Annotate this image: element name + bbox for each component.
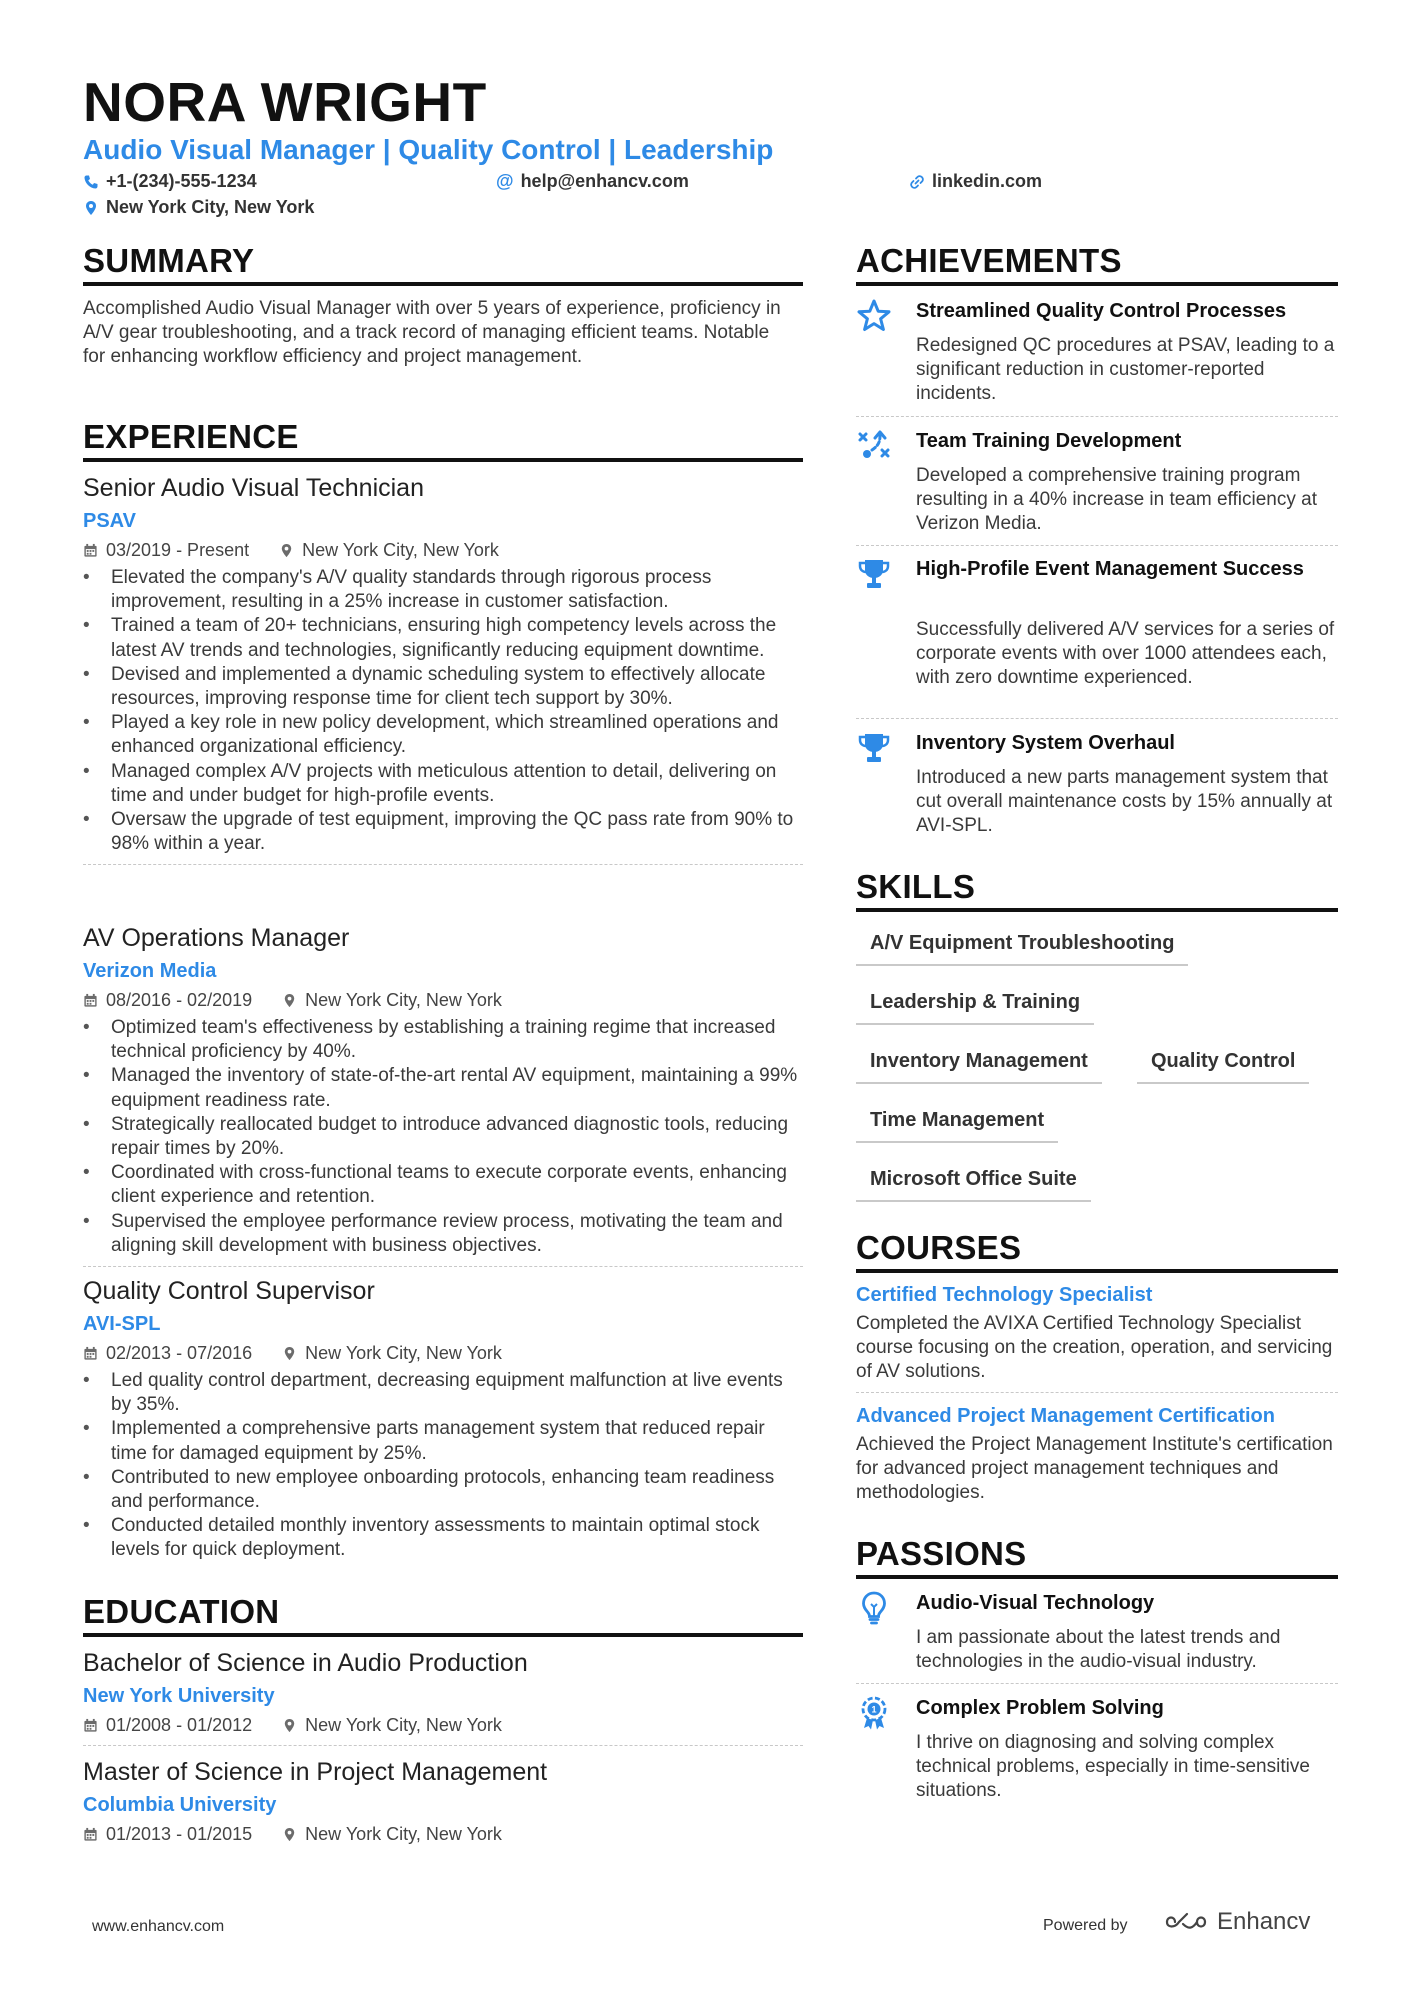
achievement-title: Team Training Development	[916, 430, 1182, 452]
location-text: New York City, New York	[106, 197, 315, 217]
job-dates: 03/2019 - Present	[106, 540, 250, 560]
divider	[856, 1683, 1338, 1684]
job-meta	[83, 1341, 803, 1365]
location-pin-icon	[282, 993, 297, 1008]
achievements-heading: ACHIEVEMENTS	[856, 242, 1338, 286]
achievement-title: Inventory System Overhaul	[916, 732, 1175, 754]
divider	[856, 545, 1338, 546]
calendar-icon	[83, 543, 98, 558]
location-pin-icon	[282, 1827, 297, 1842]
trophy-icon	[856, 730, 892, 766]
company-name: AVI-SPL	[83, 1313, 161, 1335]
bullet-item: • Trained a team of 20+ technicians, ensuring high competency levels across the latest AV trends and technologies, significantly reducing equipment downtime.	[83, 614, 803, 662]
job-title: Senior Audio Visual Technician	[83, 474, 424, 502]
school-name: New York University	[83, 1685, 275, 1707]
bullet-item: • Devised and implemented a dynamic scheduling system to effectively allocate resources, improving response time for client tech support by 30%.	[83, 663, 803, 711]
education-dates: 01/2013 - 01/2015	[106, 1824, 253, 1844]
skill-tag: Inventory Management	[856, 1048, 1102, 1084]
bullet-item: • Managed the inventory of state-of-the-art rental AV equipment, maintaining a 99% equipment readiness rate.	[83, 1064, 803, 1112]
contact-linkedin	[909, 171, 1042, 192]
achievement-description: Successfully delivered A/V services for a series of corporate events with over 1000 attendees each, with zero downtime experienced.	[916, 619, 1335, 689]
lightbulb-icon	[856, 1590, 892, 1626]
skills-heading: SKILLS	[856, 868, 1338, 912]
job-location: New York City, New York	[305, 990, 502, 1010]
bullet-item: • Optimized team's effectiveness by establishing a training regime that increased technical proficiency by 40%.	[83, 1016, 803, 1064]
bullet-item: • Implemented a comprehensive parts management system that reduced repair time for damaged equipment by 25%.	[83, 1417, 803, 1465]
footer-powered-by: Powered by	[1043, 1917, 1128, 1934]
contact-phone	[83, 171, 257, 192]
job-title: AV Operations Manager	[83, 924, 350, 952]
job-title: Quality Control Supervisor	[83, 1277, 375, 1305]
passion-title: Complex Problem Solving	[916, 1697, 1164, 1719]
job-location: New York City, New York	[305, 1343, 502, 1363]
star-icon	[856, 298, 892, 334]
bullet-item: • Conducted detailed monthly inventory assessments to maintain optimal stock levels for quick deployment.	[83, 1514, 803, 1562]
bullet-item: • Elevated the company's A/V quality standards through rigorous process improvement, resulting in a 25% increase in customer satisfaction.	[83, 566, 803, 614]
strategy-icon	[856, 428, 892, 464]
summary-heading: SUMMARY	[83, 242, 803, 286]
education-location: New York City, New York	[305, 1824, 502, 1844]
enhancv-brand-text: Enhancv	[1217, 1908, 1311, 1935]
footer-website[interactable]: www.enhancv.com	[92, 1918, 225, 1935]
skill-tag: Microsoft Office Suite	[856, 1166, 1091, 1202]
job-dates: 02/2013 - 07/2016	[106, 1343, 253, 1363]
job-location: New York City, New York	[302, 540, 499, 560]
calendar-icon	[83, 1718, 98, 1733]
job-entry	[83, 472, 803, 865]
divider	[856, 1392, 1338, 1393]
phone-text[interactable]: +1-(234)-555-1234	[106, 171, 257, 191]
job-meta	[83, 538, 803, 562]
bullet-item: • Contributed to new employee onboarding protocols, enhancing team readiness and performance.	[83, 1466, 803, 1514]
trophy-icon	[856, 556, 892, 592]
passion-description: I thrive on diagnosing and solving complex technical problems, especially in time-sensitive situations.	[916, 1732, 1310, 1802]
achievement-item	[856, 298, 1338, 416]
bullet-item: • Led quality control department, decreasing equipment malfunction at live events by 35%.	[83, 1369, 803, 1417]
candidate-name: NORA WRIGHT	[83, 71, 487, 133]
contact-location	[83, 197, 314, 218]
summary-text: Accomplished Audio Visual Manager with over 5 years of experience, proficiency in A/V gear troubleshooting, and a track record of managing efficient teams. Notable for enhancing workflow efficiency and project management.	[83, 298, 781, 367]
location-pin-icon	[282, 1346, 297, 1361]
divider	[856, 718, 1338, 719]
divider	[856, 416, 1338, 417]
education-entry	[83, 1647, 803, 1746]
education-heading: EDUCATION	[83, 1593, 803, 1637]
location-pin-icon	[279, 543, 294, 558]
bullet-item: • Played a key role in new policy development, which streamlined operations and enhanced organizational efficiency.	[83, 711, 803, 759]
calendar-icon	[83, 1827, 98, 1842]
passions-heading: PASSIONS	[856, 1535, 1338, 1579]
candidate-title: Audio Visual Manager | Quality Control | Leadership	[83, 134, 774, 165]
course-description: Completed the AVIXA Certified Technology Specialist course focusing on the creation, operation, and servicing of AV solutions.	[856, 1313, 1333, 1382]
job-bullets	[83, 1016, 803, 1258]
skill-tag: Leadership & Training	[856, 989, 1094, 1025]
job-bullets	[83, 1369, 803, 1563]
bullet-item: • Strategically reallocated budget to introduce advanced diagnostic tools, reducing repair times by 20%.	[83, 1113, 803, 1161]
medal-icon	[856, 1695, 892, 1731]
achievement-title: Streamlined Quality Control Processes	[916, 300, 1287, 322]
location-pin-icon	[282, 1718, 297, 1733]
skill-tag: A/V Equipment Troubleshooting	[856, 930, 1188, 966]
school-name: Columbia University	[83, 1794, 277, 1816]
location-pin-icon	[83, 200, 99, 216]
company-name: PSAV	[83, 510, 136, 532]
passion-title: Audio-Visual Technology	[916, 1592, 1155, 1614]
course-description: Achieved the Project Management Institute's certification for advanced project management techniques and methodologies.	[856, 1434, 1333, 1503]
skill-tag: Time Management	[856, 1107, 1058, 1143]
achievement-description: Introduced a new parts management system that cut overall maintenance costs by 15% annually at AVI-SPL.	[916, 767, 1333, 837]
contact-email	[496, 171, 689, 192]
degree-title: Master of Science in Project Management	[83, 1758, 548, 1786]
calendar-icon	[83, 1346, 98, 1361]
phone-icon	[83, 174, 99, 190]
job-entry	[83, 1275, 803, 1563]
education-entry	[83, 1756, 803, 1846]
link-icon	[909, 174, 925, 190]
enhancv-logo	[1163, 1908, 1310, 1936]
course-title: Certified Technology Specialist	[856, 1284, 1153, 1306]
experience-heading: EXPERIENCE	[83, 418, 803, 462]
enhancv-logo-icon	[1163, 1910, 1209, 1934]
bullet-item: • Supervised the employee performance review process, motivating the team and aligning skill development with business objectives.	[83, 1210, 803, 1258]
education-location: New York City, New York	[305, 1715, 502, 1735]
bullet-item: • Managed complex A/V projects with meticulous attention to detail, delivering on time and under budget for high-profile events.	[83, 760, 803, 808]
passion-description: I am passionate about the latest trends and technologies in the audio-visual industry.	[916, 1627, 1281, 1673]
bullet-item: • Oversaw the upgrade of test equipment, improving the QC pass rate from 90% to 98% within a year.	[83, 808, 803, 856]
job-dates: 08/2016 - 02/2019	[106, 990, 253, 1010]
degree-title: Bachelor of Science in Audio Production	[83, 1649, 528, 1677]
bullet-item: • Coordinated with cross-functional teams to execute corporate events, enhancing client experience and retention.	[83, 1161, 803, 1209]
courses-heading: COURSES	[856, 1229, 1338, 1273]
svg-text:1: 1	[871, 1704, 877, 1715]
job-meta	[83, 988, 803, 1012]
education-meta	[83, 1713, 803, 1737]
achievement-description: Developed a comprehensive training program resulting in a 40% increase in team efficiency at Verizon Media.	[916, 465, 1317, 535]
achievement-description: Redesigned QC procedures at PSAV, leading to a significant reduction in customer-reported incidents.	[916, 335, 1335, 405]
job-bullets	[83, 566, 803, 856]
at-icon: @	[496, 171, 514, 191]
education-meta	[83, 1822, 803, 1846]
calendar-icon	[83, 993, 98, 1008]
skill-tag: Quality Control	[1137, 1048, 1309, 1084]
linkedin-text[interactable]: linkedin.com	[932, 171, 1043, 191]
company-name: Verizon Media	[83, 960, 217, 982]
job-entry	[83, 922, 803, 1267]
education-dates: 01/2008 - 01/2012	[106, 1715, 253, 1735]
achievement-title: High-Profile Event Management Success	[916, 558, 1304, 580]
course-title: Advanced Project Management Certification	[856, 1405, 1275, 1427]
email-text[interactable]: help@enhancv.com	[520, 171, 689, 191]
